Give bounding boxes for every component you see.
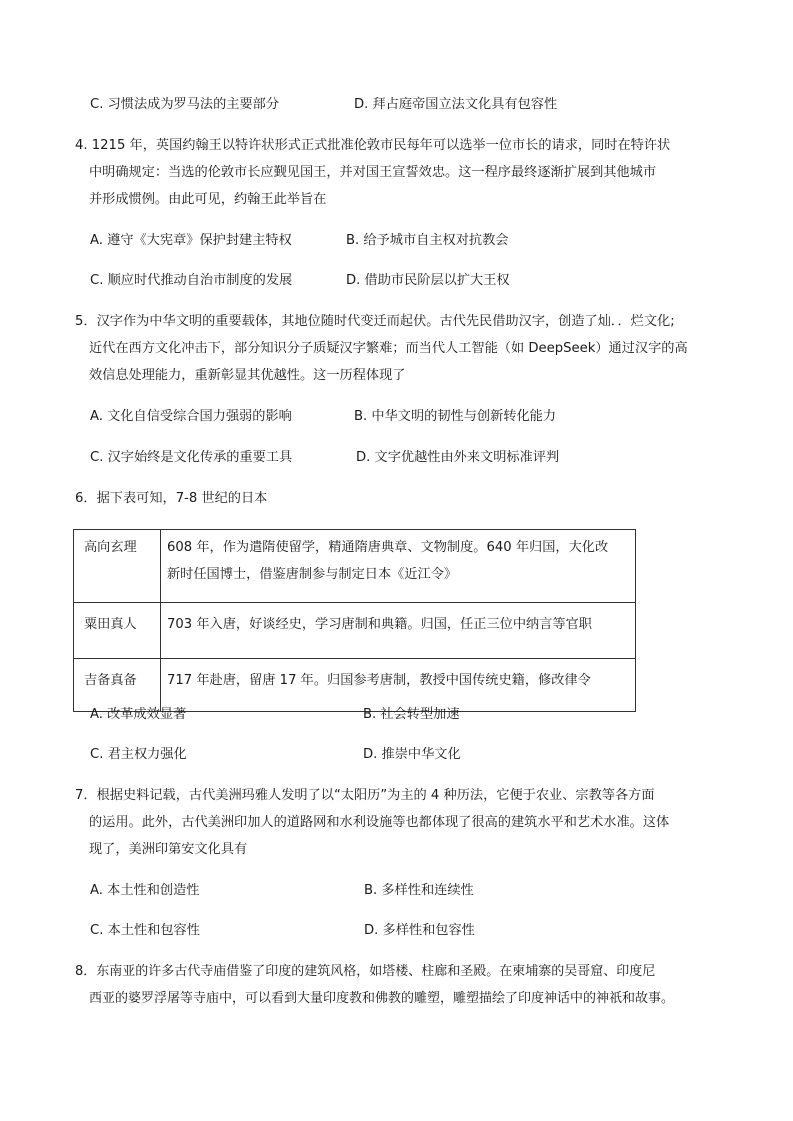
q6-option-c: C. 君主权力强化 bbox=[90, 747, 187, 762]
q6-stem: 6．据下表可知，7-8 世纪的日本 bbox=[75, 491, 268, 506]
q4-option-d: D. 借助市民阶层以扩大王权 bbox=[346, 273, 510, 288]
q5-option-d: D. 文字优越性由外来文明标准评判 bbox=[356, 450, 560, 465]
table-desc-line: 717 年赴唐，留唐 17 年。归国参考唐制，教授中国传统史籍，修改律令 bbox=[167, 673, 591, 688]
q5-stem-line-2: 近代在西方文化冲击下，部分知识分子质疑汉字繁难；而当代人工智能（如 DeepSeek）通过汉字的高 bbox=[89, 341, 688, 356]
table-cell-desc bbox=[161, 659, 636, 712]
q4-stem-line-1: 4. 1215 年，英国约翰王以特许状形式正式批准伦敦市民每年可以选举一位市长的请求，同时在特许状 bbox=[75, 138, 671, 153]
q6-option-a: A. 改革成效显著 bbox=[90, 707, 187, 722]
table-row bbox=[74, 659, 636, 712]
q7-option-b: B. 多样性和连续性 bbox=[364, 883, 474, 898]
q5-stem-line-3: 效信息处理能力，重新彰显其优越性。这一历程体现了 bbox=[89, 368, 406, 383]
q6-table bbox=[73, 529, 636, 712]
q8-stem-line-1: 8．东南亚的许多古代寺庙借鉴了印度的建筑风格，如塔楼、柱廊和圣殿。在柬埔寨的吴哥窟、印度尼 bbox=[75, 964, 656, 979]
table-desc-line: 703 年入唐，好谈经史，学习唐制和典籍。归国，任正三位中纳言等官职 bbox=[167, 617, 592, 632]
q5-option-b: B. 中华文明的韧性与创新转化能力 bbox=[354, 409, 557, 424]
q8-stem-line-2: 西亚的婆罗浮屠等寺庙中，可以看到大量印度教和佛教的雕塑，雕塑描绘了印度神话中的神祇和故事。 bbox=[89, 991, 675, 1006]
q5-stem-line-1: 5．汉字作为中华文明的重要载体，其地位随时代变迁而起伏。古代先民借助汉字，创造了灿．．烂文化; bbox=[75, 314, 675, 329]
q7-stem-line-1: 7．根据史料记载，古代美洲玛雅人发明了以“太阳历”为主的 4 种历法，它便于农业、宗教等各方面 bbox=[75, 788, 655, 803]
q6-option-d: D. 推崇中华文化 bbox=[363, 747, 461, 762]
table-cell-name: 高向玄理 bbox=[74, 530, 161, 603]
table-cell-name: 吉备真备 bbox=[74, 659, 161, 712]
q4-stem-line-2: 中明确规定：当选的伦敦市长应觐见国王，并对国王宣誓效忠。这一程序最终逐渐扩展到其他城市 bbox=[89, 165, 657, 180]
table-row bbox=[74, 603, 636, 659]
q6-option-b: B. 社会转型加速 bbox=[363, 707, 460, 722]
table-desc-line: 608 年，作为遣隋使留学，精通隋唐典章、文物制度。640 年归国，大化改 bbox=[167, 540, 609, 555]
q7-stem-line-2: 的运用。此外，古代美洲印加人的道路网和水利设施等也都体现了很高的建筑水平和艺术水准。这体 bbox=[89, 815, 670, 830]
q4-option-c: C. 顺应时代推动自治市制度的发展 bbox=[90, 273, 293, 288]
q5-option-c: C. 汉字始终是文化传承的重要工具 bbox=[90, 450, 293, 465]
q3-option-d: D. 拜占庭帝国立法文化具有包容性 bbox=[354, 97, 558, 112]
q4-option-b: B. 给予城市自主权对抗教会 bbox=[346, 233, 509, 248]
q7-stem-line-3: 现了，美洲印第安文化具有 bbox=[89, 842, 248, 857]
q4-stem-line-3: 并形成惯例。由此可见，约翰王此举旨在 bbox=[89, 192, 327, 207]
table-row bbox=[74, 530, 636, 603]
q5-option-a: A. 文化自信受综合国力强弱的影响 bbox=[90, 409, 292, 424]
table-cell-desc bbox=[161, 603, 636, 659]
q3-option-c: C. 习惯法成为罗马法的主要部分 bbox=[90, 97, 280, 112]
table-desc-line: 新时任国博士，借鉴唐制参与制定日本《近江令》 bbox=[167, 567, 458, 582]
q7-option-a: A. 本土性和创造性 bbox=[90, 883, 200, 898]
q7-option-d: D. 多样性和包容性 bbox=[364, 923, 475, 938]
table-cell-desc bbox=[161, 530, 636, 603]
q7-option-c: C. 本土性和包容性 bbox=[90, 923, 200, 938]
table-cell-name: 粟田真人 bbox=[74, 603, 161, 659]
q4-option-a: A. 遵守《大宪章》保护封建主特权 bbox=[90, 233, 292, 248]
